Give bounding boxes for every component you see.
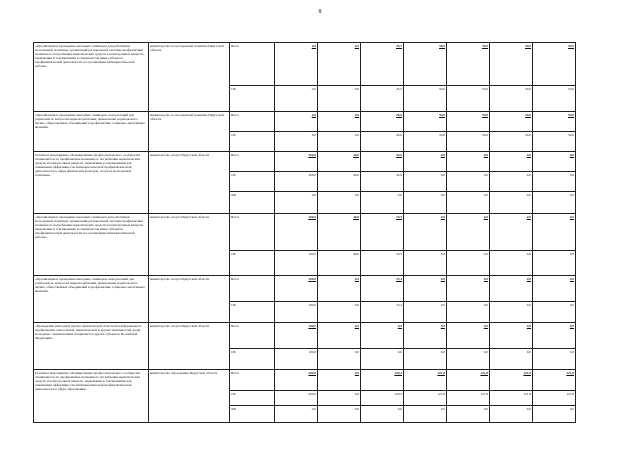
table-row bbox=[34, 276, 576, 302]
amount-cell: 50,0 bbox=[490, 86, 533, 112]
amount-cell: 0,0 bbox=[533, 251, 576, 276]
amount-cell: 50,0 bbox=[447, 112, 490, 132]
funding-source-cell: ОБ bbox=[230, 251, 275, 276]
amount-cell: 50,0 bbox=[490, 132, 533, 152]
amount-cell: 0,0 bbox=[404, 349, 447, 370]
funding-source-cell: ОБ bbox=[230, 302, 275, 323]
funding-source-cell: ФБ bbox=[230, 406, 275, 423]
executor-cell: министерство по молодежной политике Иркутской области bbox=[149, 43, 230, 112]
amount-cell: 0,0 bbox=[318, 349, 361, 370]
funding-source-cell: Всего bbox=[230, 370, 275, 391]
amount-cell: 0,0 bbox=[533, 152, 576, 172]
executor-cell: министерство спорта Иркутской области bbox=[149, 276, 230, 323]
amount-cell: 0,0 bbox=[490, 172, 533, 192]
amount-cell: 0,0 bbox=[361, 406, 404, 423]
amount-cell: 0,0 bbox=[447, 172, 490, 192]
amount-cell: 0,0 bbox=[275, 192, 318, 214]
event-name-cell: Основное мероприятие «Формирование профессионального сообщества специалистов по профилактике незаконного потребления наркотических средств и психотропных веществ, наркомании и токсикомании для повышения эффективности антинаркотической профилактической деятельности в сфере образования» bbox=[34, 370, 149, 423]
event-name-cell: «Организация и проведение выездных семинаров, консультаций для родителей по вопросам наркопотребления, привлечение родительского актива, общественных объединений к профилактике социально-негативных явлений» bbox=[34, 276, 149, 323]
amount-cell: 40,0 bbox=[318, 214, 361, 251]
amount-cell: 0,0 bbox=[447, 349, 490, 370]
event-name-cell: Основное мероприятие «Формирование профессионального сообщества специалистов по профилактике незаконного потребления наркотических средств и психотропных веществ, наркомании и токсикомании для повышения эффективности антинаркотической профилактической деятельности в сфере физической культуры, спорта и молодежной политики» bbox=[34, 152, 149, 214]
amount-cell: 25,5 bbox=[361, 86, 404, 112]
amount-cell: 100,0 bbox=[275, 276, 318, 302]
table-row bbox=[34, 152, 576, 172]
amount-cell: 0,0 bbox=[361, 192, 404, 214]
amount-cell: 34,9 bbox=[361, 172, 404, 192]
funding-source-cell: Всего bbox=[230, 43, 275, 86]
funding-source-cell: ОБ bbox=[230, 349, 275, 370]
amount-cell: 25,5 bbox=[361, 43, 404, 86]
amount-cell: 0,0 bbox=[533, 302, 576, 323]
amount-cell: 50,0 bbox=[404, 112, 447, 132]
table-row bbox=[34, 323, 576, 349]
amount-cell: 0,0 bbox=[318, 391, 361, 406]
amount-cell: 50,0 bbox=[447, 132, 490, 152]
amount-cell: 121,8 bbox=[490, 391, 533, 406]
amount-cell: 50,0 bbox=[533, 112, 576, 132]
amount-cell: 200,0 bbox=[275, 391, 318, 406]
amount-cell: 0,0 bbox=[533, 349, 576, 370]
amount-cell: 29,6 bbox=[361, 132, 404, 152]
budget-table bbox=[33, 42, 576, 423]
amount-cell: 120,2 bbox=[361, 370, 404, 391]
amount-cell: 0,0 bbox=[404, 323, 447, 349]
amount-cell: 121,8 bbox=[404, 370, 447, 391]
amount-cell: 0,0 bbox=[490, 323, 533, 349]
amount-cell: 0,0 bbox=[533, 406, 576, 423]
funding-source-cell: Всего bbox=[230, 323, 275, 349]
amount-cell: 0,0 bbox=[533, 214, 576, 251]
amount-cell: 0,0 bbox=[490, 406, 533, 423]
amount-cell: 121,8 bbox=[447, 370, 490, 391]
funding-source-cell: ОБ bbox=[230, 391, 275, 406]
amount-cell: 0,0 bbox=[490, 276, 533, 302]
executor-cell: министерство спорта Иркутской области bbox=[149, 152, 230, 214]
amount-cell: 121,8 bbox=[404, 391, 447, 406]
amount-cell: 0,0 bbox=[447, 152, 490, 172]
amount-cell: 50,0 bbox=[533, 43, 576, 86]
amount-cell: 0,0 bbox=[275, 43, 318, 86]
amount-cell: 121,8 bbox=[447, 391, 490, 406]
amount-cell: 50,0 bbox=[533, 132, 576, 152]
amount-cell: 50,0 bbox=[490, 43, 533, 86]
event-name-cell: «Организация и проведение выездных семинаров для работников молодежной политики, организаций региональной системы профилактики незаконного потребления наркотических средств и психотропных веществ, наркомании и токсикомании и специалистов иных субъектов профилактической деятельности по организации антинаркотической работы» bbox=[34, 214, 149, 276]
amount-cell: 121,8 bbox=[533, 370, 576, 391]
amount-cell: 0,0 bbox=[447, 251, 490, 276]
amount-cell: 0,0 bbox=[533, 172, 576, 192]
amount-cell: 0,0 bbox=[404, 251, 447, 276]
amount-cell: 0,0 bbox=[490, 302, 533, 323]
amount-cell: 0,0 bbox=[404, 192, 447, 214]
amount-cell: 0,0 bbox=[447, 192, 490, 214]
amount-cell: 50,0 bbox=[490, 112, 533, 132]
amount-cell: 0,0 bbox=[490, 214, 533, 251]
amount-cell: 19,5 bbox=[361, 214, 404, 251]
amount-cell: 100,0 bbox=[275, 323, 318, 349]
funding-source-cell: ОБ bbox=[230, 172, 275, 192]
amount-cell: 100,0 bbox=[275, 251, 318, 276]
amount-cell: 121,8 bbox=[533, 391, 576, 406]
amount-cell: 50,0 bbox=[404, 132, 447, 152]
amount-cell: 0,0 bbox=[533, 276, 576, 302]
funding-source-cell: ОБ bbox=[230, 132, 275, 152]
amount-cell: 0,0 bbox=[275, 112, 318, 132]
amount-cell: 0,0 bbox=[533, 192, 576, 214]
amount-cell: 40,0 bbox=[318, 251, 361, 276]
amount-cell: 50,0 bbox=[447, 86, 490, 112]
executor-cell: министерство спорта Иркутской области bbox=[149, 214, 230, 276]
amount-cell: 50,0 bbox=[404, 43, 447, 86]
amount-cell: 0,0 bbox=[447, 214, 490, 251]
amount-cell: 0,0 bbox=[318, 192, 361, 214]
amount-cell: 300,0 bbox=[275, 172, 318, 192]
amount-cell: 0,0 bbox=[275, 406, 318, 423]
amount-cell: 34,9 bbox=[361, 152, 404, 172]
amount-cell: 0,0 bbox=[447, 406, 490, 423]
executor-cell: министерство образования Иркутской области bbox=[149, 370, 230, 423]
amount-cell: 0,0 bbox=[275, 132, 318, 152]
amount-cell: 50,0 bbox=[533, 86, 576, 112]
amount-cell: 100,0 bbox=[275, 214, 318, 251]
table-row bbox=[34, 370, 576, 391]
amount-cell: 0,0 bbox=[404, 302, 447, 323]
amount-cell: 120,2 bbox=[361, 391, 404, 406]
table-row bbox=[34, 214, 576, 251]
amount-cell: 0,0 bbox=[447, 302, 490, 323]
amount-cell: 300,0 bbox=[275, 152, 318, 172]
amount-cell: 15,4 bbox=[361, 302, 404, 323]
event-name-cell: «Организация и проведение выездных семинаров, консультаций для родителей по вопросам наркопотребления, привлечение родительского актива, общественных объединений к профилактике социально-негативных явлений» bbox=[34, 112, 149, 152]
amount-cell: 0,0 bbox=[361, 323, 404, 349]
amount-cell: 0,0 bbox=[490, 251, 533, 276]
page-number: 8 bbox=[318, 9, 322, 15]
amount-cell: 0,0 bbox=[318, 132, 361, 152]
amount-cell: 0,0 bbox=[404, 276, 447, 302]
funding-source-cell: ОБ bbox=[230, 86, 275, 112]
amount-cell: 40,0 bbox=[318, 152, 361, 172]
amount-cell: 0,0 bbox=[318, 406, 361, 423]
amount-cell: 0,0 bbox=[490, 349, 533, 370]
funding-source-cell: Всего bbox=[230, 276, 275, 302]
table-row bbox=[34, 43, 576, 86]
amount-cell: 0,0 bbox=[318, 86, 361, 112]
amount-cell: 50,0 bbox=[447, 43, 490, 86]
amount-cell: 200,0 bbox=[275, 370, 318, 391]
funding-source-cell: Всего bbox=[230, 214, 275, 251]
amount-cell: 0,0 bbox=[318, 302, 361, 323]
executor-cell: министерство по молодежной политике Иркутской области bbox=[149, 112, 230, 152]
amount-cell: 0,0 bbox=[404, 172, 447, 192]
amount-cell: 0,0 bbox=[404, 152, 447, 172]
amount-cell: 0,0 bbox=[361, 349, 404, 370]
amount-cell: 0,0 bbox=[318, 323, 361, 349]
executor-cell: министерство спорта Иркутской области bbox=[149, 323, 230, 370]
amount-cell: 0,0 bbox=[447, 323, 490, 349]
amount-cell: 0,0 bbox=[490, 152, 533, 172]
amount-cell: 0,0 bbox=[275, 86, 318, 112]
amount-cell: 0,0 bbox=[318, 276, 361, 302]
amount-cell: 0,0 bbox=[404, 214, 447, 251]
amount-cell: 19,5 bbox=[361, 251, 404, 276]
amount-cell: 40,0 bbox=[318, 172, 361, 192]
amount-cell: 0,0 bbox=[490, 192, 533, 214]
amount-cell: 0,0 bbox=[318, 370, 361, 391]
table-row bbox=[34, 112, 576, 132]
amount-cell: 50,0 bbox=[404, 86, 447, 112]
amount-cell: 121,8 bbox=[490, 370, 533, 391]
amount-cell: 0,0 bbox=[533, 323, 576, 349]
amount-cell: 0,0 bbox=[318, 112, 361, 132]
budget-table-body bbox=[34, 43, 576, 423]
funding-source-cell: ФБ bbox=[230, 192, 275, 214]
amount-cell: 15,4 bbox=[361, 276, 404, 302]
amount-cell: 0,0 bbox=[318, 43, 361, 86]
amount-cell: 29,6 bbox=[361, 112, 404, 132]
amount-cell: 100,0 bbox=[275, 302, 318, 323]
funding-source-cell: Всего bbox=[230, 152, 275, 172]
amount-cell: 0,0 bbox=[447, 276, 490, 302]
funding-source-cell: Всего bbox=[230, 112, 275, 132]
amount-cell: 100,0 bbox=[275, 349, 318, 370]
event-name-cell: «Организация и проведение выездных семинаров для работников молодежной политики, организаций региональной системы профилактики незаконного потребления наркотических средств и психотропных веществ, наркомании и токсикомании и специалистов иных субъектов профилактической деятельности по организации антинаркотической работы» bbox=[34, 43, 149, 112]
amount-cell: 0,0 bbox=[404, 406, 447, 423]
event-name-cell: «Проведение ежегодной научно-практической областной конференции по профилактике алкогольной, наркотической и других зависимостей среди молодежи с привлечением специалистов других субъектов Российской Федерации» bbox=[34, 323, 149, 370]
